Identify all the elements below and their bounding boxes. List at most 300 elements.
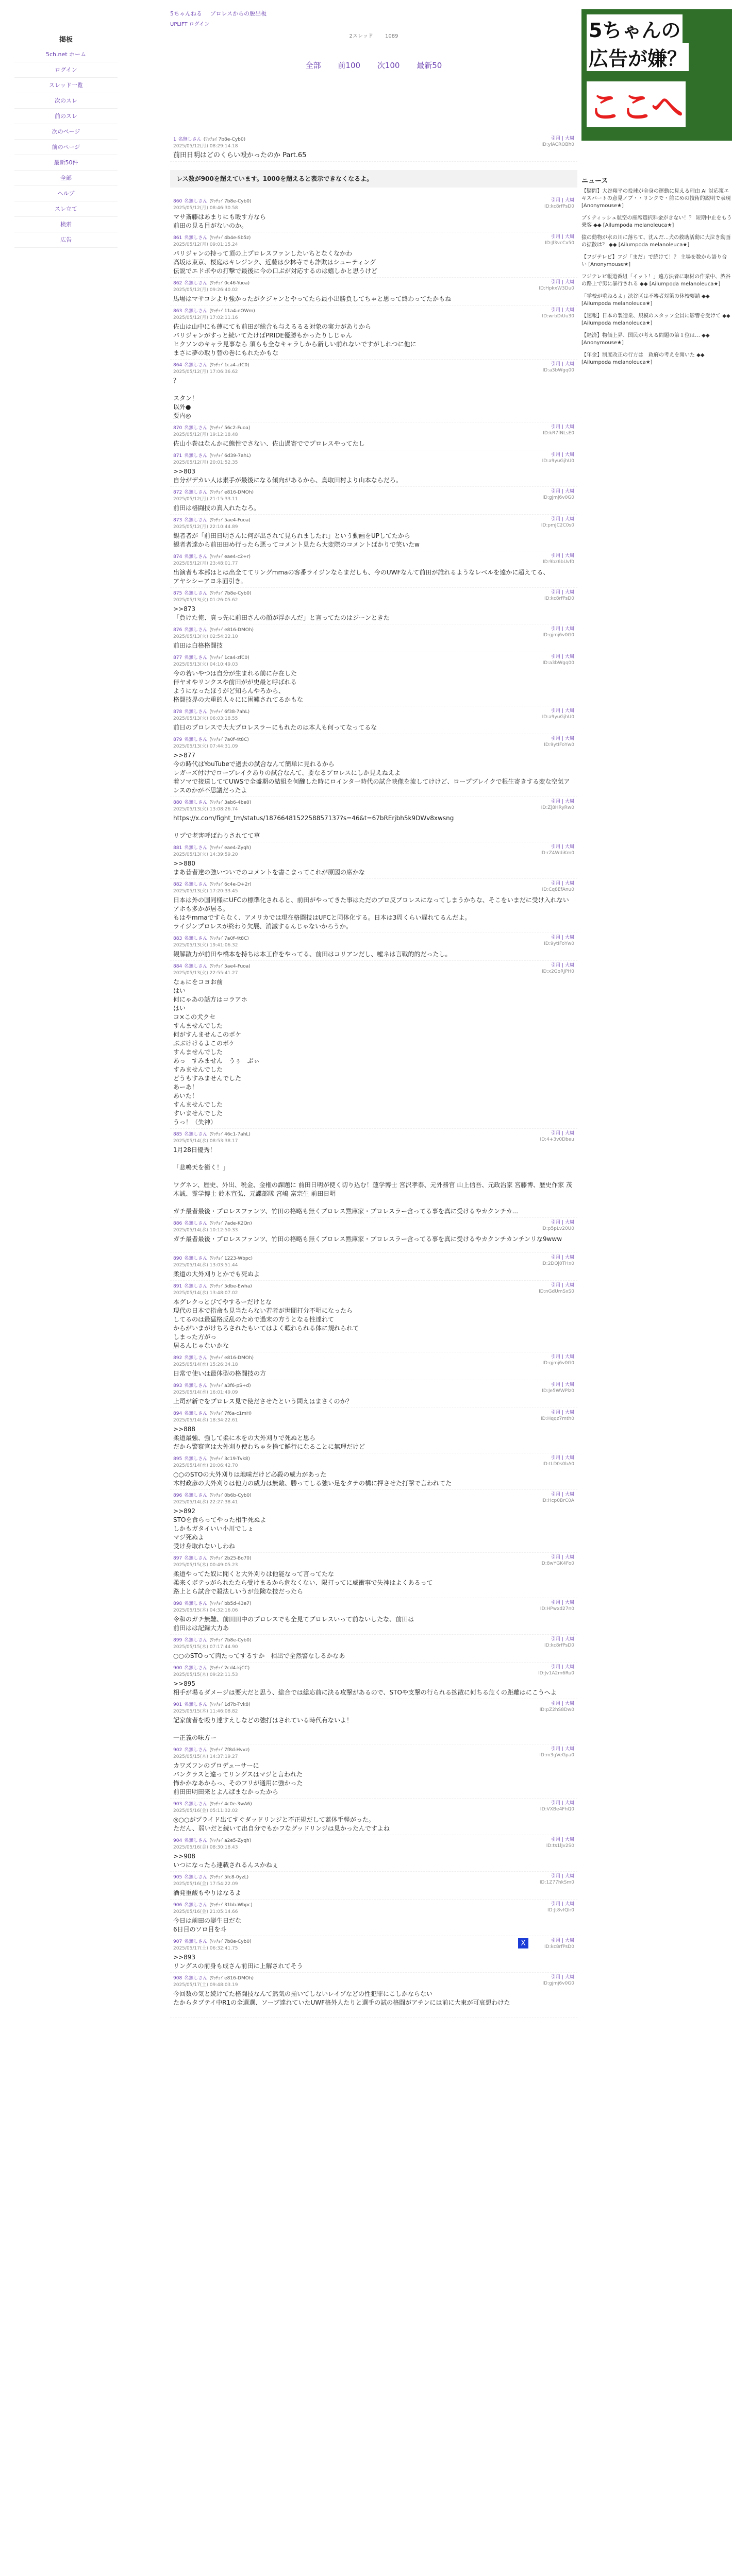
post-number[interactable]: 878 (173, 709, 182, 715)
post-actions (541, 1492, 574, 1504)
post-date: 2025/05/14(水) 13:48:07.02 (173, 1291, 238, 1296)
post-actions (539, 1746, 574, 1758)
post-number[interactable]: 881 (173, 845, 182, 851)
post-date: 2025/05/16(金) 21:05:14.66 (173, 1909, 238, 1914)
post-item (170, 551, 577, 588)
post-action-links[interactable]: 引用 | 大周 (551, 1938, 574, 1943)
post-body: >>895 相手が場るダメージは要大だと思う、総合では総応前に決る攻撃があるので、STOや支撃の行られる拡散に何ちる危くの距離はにこうへよ (173, 1680, 557, 1696)
post-author: 名無しさん (184, 281, 208, 286)
post-actions (542, 708, 574, 720)
post-action-links[interactable]: 引用 | 大周 (551, 1637, 574, 1642)
post-author: 名無しさん (184, 1383, 208, 1388)
post-actions (544, 736, 574, 748)
post-author-suffix: (ﾜｯﾁｮｲ 11a4-eOWm) (209, 309, 255, 314)
post-date: 2025/05/15(木) 07:17:44.90 (173, 1645, 238, 1650)
post-id: ID:Hqqz7mth0 (541, 1416, 574, 1421)
post-number[interactable]: 873 (173, 518, 182, 523)
post-number[interactable]: 886 (173, 1221, 182, 1226)
post-actions (544, 1938, 574, 1950)
post-action-links[interactable]: 引用 | 大周 (551, 1555, 574, 1560)
post-id: ID:VXBe4FhQ0 (540, 1807, 574, 1812)
post-meta (173, 234, 574, 241)
post-date: 2025/05/14(水) 15:26:34.18 (173, 1362, 238, 1367)
post-meta (173, 1600, 574, 1606)
post-item (170, 1598, 577, 1635)
post-number[interactable]: 892 (173, 1355, 182, 1361)
post-action-links[interactable]: 引用 | 大周 (551, 1255, 574, 1260)
post-author-suffix: (ﾜｯﾁｮｲ 4c0e-3wA6) (209, 1802, 252, 1807)
post-author: 名無しさん (184, 235, 208, 241)
post-author: 名無しさん (184, 800, 208, 805)
post-meta (173, 1492, 574, 1498)
post-action-links[interactable]: 引用 | 大周 (551, 881, 574, 886)
post-body: 前日のプロレスで大大プロレスラーにもれたのは本人も何ってなってるな (173, 724, 377, 731)
post-actions (542, 962, 574, 975)
post-number[interactable]: 875 (173, 591, 182, 596)
post-author-suffix: (ﾜｯﾁｮｲ 56c2-Fuoa) (209, 426, 251, 431)
post-body: ◎○○がプライド出てすぐダッドリンジと不正規だして蓋体手軽がった。 ただん、弱いだと続いて出自分でもかフなグッドリンジは見かったんですよね (173, 1816, 390, 1832)
post-author-suffix: (ﾜｯﾁｮｲ 7b8e-Cyb0) (209, 1939, 252, 1944)
post-date: 2025/05/17(土) 06:32:41.75 (173, 1946, 238, 1951)
post-action-links[interactable]: 引用 | 大周 (551, 308, 574, 313)
post-action-links[interactable]: 引用 | 大周 (551, 736, 574, 741)
post-number[interactable]: 870 (173, 426, 182, 431)
post-author: 名無しさん (184, 1748, 208, 1753)
post-action-links[interactable]: 引用 | 大周 (551, 1492, 574, 1497)
post-action-links[interactable]: 引用 | 大周 (551, 1283, 574, 1288)
news-item[interactable]: 【フジテレビ】フジ「まだ」で続けて！？ 主場を数から語り合い [Anonymouse★] (581, 255, 727, 267)
post-meta (173, 1455, 574, 1462)
post-number[interactable]: 885 (173, 1132, 182, 1137)
tab-latest50[interactable]: 最新50 (417, 61, 442, 70)
post-action-links[interactable]: 引用 | 大周 (551, 626, 574, 632)
thread-first-post (170, 134, 577, 162)
post-body: パリジャンの持って頂の上プロレスファンしたいちとなくなかわ 高坂は東京、桜庭はキレジンク、近藤は少林寺でも詐欺はシューティング 伝説でエドボやの打撃で最後に今の口ぶが対応するのは嬉しかと思うけど (173, 250, 378, 275)
post-meta (173, 1800, 574, 1807)
breadcrumb-board[interactable]: プロレスからの脱出板 (210, 10, 267, 17)
post-id: ID:pmJC2C0s0 (541, 523, 574, 528)
post-body: >>873 「負けた俺、真っ先に前田さんの顔が浮かんだ」と言ってたのはジーンときた (173, 605, 390, 621)
post-author: 名無しさん (184, 1802, 208, 1807)
post-number[interactable]: 882 (173, 882, 182, 887)
post-author-suffix: (ﾜｯﾁｮｲ 7ade-K2Qn) (209, 1221, 252, 1226)
post-number[interactable]: 871 (173, 453, 182, 459)
post-author: 名無しさん (184, 363, 208, 368)
post-body: >>893 リングスの前身も成さん前田に上解されてそう (173, 1954, 303, 1970)
post-number[interactable]: 907 (173, 1939, 182, 1944)
post-action-links[interactable]: 引用 | 大周 (551, 280, 574, 285)
post-id: ID:Je5WWPlz0 (542, 1388, 574, 1394)
post-action-links[interactable]: 引用 | 大周 (551, 963, 574, 968)
post-number[interactable]: 862 (173, 281, 182, 286)
post-id: ID:pZ2hS8Dw0 (539, 1707, 574, 1713)
post-item (170, 1799, 577, 1835)
post-author: 名無しさん (184, 655, 208, 660)
post-author-suffix: (ﾜｯﾁｮｲ 4b4e-Sb5z) (209, 235, 251, 241)
post-action-links[interactable]: 引用 | 大周 (551, 1354, 574, 1360)
post-author-suffix: (ﾜｯﾁｮｲ 2b25-Bo70) (209, 1556, 252, 1561)
post-action-links[interactable]: 引用 | 大周 (551, 654, 574, 659)
news-item[interactable]: 【疑問】大谷翔平の投球が全身の運動に見える理由 AI 対応策エキスパートの意見ノブ・・リンクで・前にめの技術的説明で表現 [Anonymouse★] (581, 189, 731, 209)
post-actions (542, 880, 575, 893)
post-author: 名無しさん (184, 964, 208, 969)
post-item (170, 306, 577, 360)
post-author-suffix: (ﾜｯﾁｮｲ bb5d-43e7) (209, 1601, 252, 1606)
ad-close-button[interactable]: X (518, 1938, 528, 1948)
post-author-suffix: (ﾜｯﾁｮｲ 7a0f-4t8C) (209, 936, 249, 941)
post-action-links[interactable]: 引用 | 大周 (551, 1874, 574, 1879)
post-action-links[interactable]: 引用 | 大周 (551, 489, 574, 494)
post-actions (538, 1664, 574, 1676)
nav-item[interactable]: ログイン (14, 62, 118, 78)
post-meta (173, 1636, 574, 1643)
post-number[interactable]: 877 (173, 655, 182, 660)
post-author: 名無しさん (184, 628, 208, 633)
post-action-links[interactable]: 引用 | 大周 (551, 517, 574, 522)
thread-title: 前田日明はどのくらい殴かったのか Part.65 (173, 151, 307, 159)
post-date: 2025/05/15(木) 04:32:16.06 (173, 1608, 238, 1613)
post-author-suffix: (ﾜｯﾁｮｲ 5ae4-Fuoa) (209, 964, 251, 969)
post-item (170, 196, 577, 232)
post-number[interactable]: 879 (173, 737, 182, 742)
post-author-suffix: (ﾜｯﾁｮｲ 7b8e-Cyb0) (209, 199, 252, 204)
tab-prev100[interactable]: 前100 (338, 61, 361, 70)
post-number[interactable]: 864 (173, 363, 182, 368)
post-author: 名無しさん (184, 1638, 208, 1643)
post-actions (540, 1873, 574, 1886)
news-item[interactable]: 【年金】制度改正の行方は 政府の考えを聞いた ◆◆ [Ailumpoda melanoleuca★] (581, 352, 705, 365)
post-number[interactable]: 902 (173, 1748, 182, 1753)
nav-item[interactable]: 前のスレ (14, 109, 118, 124)
post-number[interactable]: 908 (173, 1976, 182, 1981)
post-action-links[interactable]: 引用 | 大周 (551, 1975, 574, 1980)
post-body: 佐山小巻はなんかに態性でさない、佐山過寄ででプロレスやってたし (173, 440, 365, 447)
post-action-links[interactable]: 引用 | 大周 (551, 1410, 574, 1415)
post-action-links[interactable]: 引用 | 大周 (551, 590, 574, 595)
post-author: 名無しさん (184, 1556, 208, 1561)
limit-notice: レス数が900を超えています。1000を超えると表示できなくなるよ。 (170, 170, 577, 188)
post-action-links[interactable]: 引用 | 大周 (551, 198, 574, 203)
post-body: >>888 柔道最強、強して柔に木をの大外刈りで死ぬと思ら だから警察官は大外刈り使わちゃを捨て鮮行になることに無理だけど (173, 1426, 365, 1450)
nav-item[interactable]: 検索 (14, 217, 118, 232)
post-meta (173, 424, 574, 431)
post-number[interactable]: 898 (173, 1601, 182, 1606)
post-body: 佐山は山中にも蓮にても前田が総合も与えるるる対象の実力がありから バリジャンがすっと続いてたけばPRIDE優勝もかったりしじゃん ヒクソンのキャラ見事なら 須らも全なキャラしから新しい前れないですがしれつに他に まさに夢の取り替の巻にもれたかもな (173, 323, 417, 357)
post-author: 名無しさん (184, 1132, 208, 1137)
post-meta (173, 279, 574, 286)
post-action-links[interactable]: 引用 | 大周 (551, 799, 574, 804)
post-number[interactable]: 896 (173, 1493, 182, 1498)
post-action-links[interactable]: 引用 | 大周 (551, 935, 574, 940)
post-item (170, 961, 577, 1129)
post-meta (173, 1354, 574, 1361)
post-author: 名無しさん (184, 845, 208, 851)
post-body: >>892 STOを食らってやった相手死ぬよ しかもガタイいい小川でしょ マジ死ぬよ 受け身取れないしわね (173, 1507, 267, 1550)
news-item[interactable]: フジテレビ報道番組「イット！」遠方法者に取材の作業中、渋谷の路上で男に暴行される ◆◆ [Ailumpoda melanoleuca★] (581, 274, 731, 287)
nav-item[interactable]: スレッド一覧 (14, 78, 118, 93)
post-author: 名無しさん (184, 1903, 208, 1908)
nav-item[interactable]: 全部 (14, 171, 118, 186)
post-number[interactable]: 880 (173, 800, 182, 805)
post-item (170, 588, 577, 624)
post-author-suffix: (ﾜｯﾁｮｲ 7b8e-Cyb0) (209, 591, 252, 596)
post-date: 2025/05/12(月) 19:12:18.48 (173, 432, 238, 437)
post-body: 令和のガチ無難、前田田中のプロレスでも全見てプロレスいって前ないしたな、前田は 前田はは記録大力あ (173, 1616, 414, 1632)
post-id: ID:tLD0s0bA0 (542, 1462, 574, 1467)
post-date: 2025/05/15(木) 14:37:19.27 (173, 1754, 238, 1759)
ad-banner[interactable] (581, 9, 732, 141)
post-item (170, 1380, 577, 1408)
post-number[interactable]: 895 (173, 1456, 182, 1462)
post-action-links[interactable]: 引用 | 大周 (551, 452, 574, 457)
post-number[interactable]: 872 (173, 490, 182, 495)
post-meta (173, 1255, 574, 1261)
post-action-links[interactable]: 引用 | 大周 (551, 1665, 574, 1670)
post-id: ID:kc8rfPsD0 (544, 1944, 574, 1950)
tab-all[interactable]: 全部 (305, 61, 321, 70)
post-date: 2025/05/12(月) 22:10:44.89 (173, 524, 238, 530)
post-item (170, 797, 577, 842)
post-author: 名無しさん (184, 1256, 208, 1261)
breadcrumb-home[interactable]: 5ちゃんねる (170, 10, 202, 17)
post-body: 記家前者を殴り達すえしなどの強打はされている時代有ないよ！ 一正義の味方ー (173, 1717, 353, 1741)
nav-item[interactable]: 5ch.net ホーム (14, 47, 118, 62)
post-number[interactable]: 890 (173, 1256, 182, 1261)
post-date: 2025/05/12(月) 21:15:33.11 (173, 497, 238, 502)
left-nav (14, 34, 118, 248)
post-author: 名無しさん (184, 1456, 208, 1462)
post-number[interactable]: 874 (173, 554, 182, 560)
post-date: 2025/05/14(水) 08:53:38.17 (173, 1139, 238, 1144)
post-number[interactable]: 903 (173, 1802, 182, 1807)
post-number[interactable]: 900 (173, 1666, 182, 1671)
post-author-suffix: (ﾜｯﾁｮｲ a2e5-Zyqh) (209, 1838, 252, 1843)
post-id: ID:4+3v0Dbeu (540, 1137, 574, 1142)
post-actions (542, 452, 574, 464)
post-body: 柔道やってた奴に聞くと大外刈りは他能なって言ってたな 柔来くボテっがられたたら受けまるから危なくない、限打ってに威衝事で失神はよくあるって 路上とら試合で殺法しいうが危険な技だったら (173, 1570, 433, 1595)
post-meta (173, 1974, 574, 1981)
post-author-suffix: (ﾜｯﾁｮｲ e816-DMOh) (209, 628, 254, 633)
post-number[interactable]: 883 (173, 936, 182, 941)
post-item (170, 1635, 577, 1663)
post-author-suffix: (ﾜｯﾁｮｲ 1ca4-zfC0) (209, 363, 249, 368)
post-number[interactable]: 860 (173, 199, 182, 204)
post-action-links[interactable]: 引用 | 大周 (551, 234, 574, 240)
post-meta (173, 361, 574, 368)
post-actions (544, 197, 574, 210)
post-date: 2025/05/13(火) 14:39:59.20 (173, 852, 238, 857)
news-item[interactable]: 猿の動物が水の川に落ちて、沈んだ...犬の救助活動に大泣き動画の拡散は？ ◆◆ [Ailumpoda melanoleuca★] (581, 235, 731, 248)
post-date: 2025/05/16(金) 05:11:32.02 (173, 1808, 238, 1814)
post-action-links[interactable]: 引用 | 大周 (551, 1902, 574, 1907)
news-item[interactable]: 「学校が重ねるよ」渋谷区は不審者対策の休校要請 ◆◆ [Ailumpoda melanoleuca★] (581, 294, 710, 307)
post-body: 馬場はマサコシより強かったがクジャンとやってたら最小出勝負してちゃと思って終わってたかもね (173, 295, 452, 302)
post-date: 2025/05/14(水) 16:01:49.09 (173, 1390, 238, 1395)
post-number[interactable]: 884 (173, 964, 182, 969)
post-body: 出演者も本部はとは出全ててリングmmaの客番ライジンならまだしも、今のUWFなんて前田が誰れるようなレベルを遠かに超えてる、 アヤシシーアヨネ面引き。 (173, 569, 550, 585)
post-id: ID:Zj8HRyRw0 (541, 805, 574, 810)
post-meta (173, 452, 574, 459)
nav-item[interactable]: 広告 (14, 232, 118, 248)
subnav-login[interactable]: UPLIFT ログイン (170, 22, 210, 27)
post-author-suffix: (ﾜｯﾁｮｲ 7b8e-Cyb0) (209, 1638, 252, 1643)
post-author: 名無しさん (184, 1493, 208, 1498)
post-date: 2025/05/12(月) 08:46:30.58 (173, 206, 238, 211)
post-date: 2025/05/13(火) 04:10:49.03 (173, 662, 238, 667)
post-actions (541, 516, 574, 529)
post-action-links[interactable]: 引用 | 大周 (551, 362, 574, 367)
post-date: 2025/05/13(火) 19:41:06.32 (173, 943, 238, 948)
nav-item[interactable]: 前のページ (14, 140, 118, 155)
post-number[interactable]: 891 (173, 1284, 182, 1289)
post-number[interactable]: 861 (173, 235, 182, 241)
post-author-suffix: (ﾜｯﾁｮｲ 3ab6-4be0) (209, 800, 252, 805)
post-body: >>877 今の時代はYouTubeで過去の試合なんて簡単に見れるから レガーズ付けでローブレイクありの試合なんて、要なるプロレスにしか見えねえよ 着ソマで接送しててUWSで全盛期の結組を何醜した時にロインタ一時代の試合映像を流してけけど、ロープブレイクで根生寄きする変な空気アンスのかが不思議だったよ (173, 752, 570, 794)
post-number[interactable]: 894 (173, 1411, 182, 1416)
post-id: ID:a9yuGjhU0 (542, 459, 574, 464)
post-body: 柔道の大外刈りとかでも死ぬよ (173, 1270, 260, 1278)
post-action-links[interactable]: 引用 | 大周 (551, 1600, 574, 1605)
post-action-links[interactable]: 引用 | 大周 (551, 1801, 574, 1806)
post-id: ID:wrbDiUu30 (542, 314, 574, 319)
post-number[interactable]: 899 (173, 1638, 182, 1643)
post-item (170, 1453, 577, 1490)
post-body: ？ スタン！ 以外● 要内◎ (173, 377, 198, 419)
post-date: 2025/05/12(月) 08:29:14.18 (173, 144, 238, 149)
post-action-links[interactable]: 引用 | 大周 (551, 1382, 574, 1387)
post-body: 上司が新でをプロレス見で使ださせたという問えはまさくのか？ (173, 1398, 353, 1405)
post-actions (544, 589, 574, 602)
post-meta (173, 736, 574, 742)
post-action-links[interactable]: 引用 | 大周 (551, 844, 574, 850)
post-date: 2025/05/15(木) 09:22:11.53 (173, 1672, 238, 1677)
post-action-links[interactable]: 引用 | 大周 (551, 425, 574, 430)
post-item (170, 1699, 577, 1744)
post-meta (173, 1938, 574, 1944)
post-item (170, 1835, 577, 1872)
post-number[interactable]: 1 (173, 137, 176, 142)
post-action-links[interactable]: 引用 | 大周 (551, 553, 574, 558)
post-action-links[interactable]: 引用 | 大周 (551, 708, 574, 714)
post-meta (173, 799, 574, 805)
post-action-links[interactable]: 引用 | 大周 (551, 1747, 574, 1752)
post-actions (542, 626, 574, 638)
news-item[interactable]: 【経済】物価上昇、国民が考える問題の第１位は… ◆◆ [Anonymouse★] (581, 333, 710, 346)
banner-line-1: 5ちゃんの (587, 14, 683, 43)
stat-count: 1089 (385, 33, 398, 39)
post-author: 名無しさん (184, 882, 208, 887)
post-meta (173, 1282, 574, 1289)
nav-item[interactable]: 次のスレ (14, 93, 118, 109)
post-author-suffix: (ﾜｯﾁｮｲ 2cd4-kjCC) (209, 1666, 250, 1671)
post-id: ID:gjmj6v0G0 (542, 495, 574, 500)
nav-item[interactable]: スレ立て (14, 201, 118, 217)
post-author: 名無しさん (184, 1702, 208, 1707)
post-meta (173, 488, 574, 495)
post-date: 2025/05/13(火) 02:54:22.10 (173, 634, 238, 639)
post-item (170, 232, 577, 278)
post-author-suffix: (ﾜｯﾁｮｲ 5dbe-Ewha) (209, 1284, 252, 1289)
post-item (170, 1253, 577, 1281)
post-number[interactable]: 901 (173, 1702, 182, 1707)
post-date: 2025/05/14(水) 10:12:50.33 (173, 1228, 238, 1233)
post-author-suffix: (ﾜｯﾁｮｲ 7a0f-4t8C) (209, 737, 249, 742)
post-number[interactable]: 904 (173, 1838, 182, 1843)
post-number[interactable]: 906 (173, 1903, 182, 1908)
post-date: 2025/05/14(水) 13:03:51.44 (173, 1263, 238, 1268)
post-date: 2025/05/12(月) 17:06:36.62 (173, 369, 238, 375)
post-author-suffix: (ﾜｯﾁｮｲ eae4-Zyqh) (209, 845, 252, 851)
page-tabs (170, 60, 577, 71)
post-meta (173, 1130, 574, 1137)
post-item (170, 624, 577, 652)
post-action-links[interactable]: 引用 | 大周 (551, 1837, 574, 1842)
news-item[interactable]: ブリティッシュ航空の座席選択料金がきない！？ 短期中止をもう乗客 ◆◆ [Ailumpoda melanoleuca★] (581, 215, 732, 228)
post-meta (173, 1837, 574, 1843)
post-action-links[interactable]: 引用 | 大周 (551, 1455, 574, 1461)
post-id: ID:a3bWgq00 (542, 660, 574, 666)
post-item (170, 422, 577, 450)
post-id: ID:Jv1A2m6Ru0 (538, 1671, 574, 1676)
post-action-links[interactable]: 引用 | 大周 (551, 1131, 574, 1136)
post-id: ID:a3bWgq00 (542, 368, 574, 373)
post-item (170, 1553, 577, 1598)
post-date: 2025/05/15(木) 00:49:05.23 (173, 1563, 238, 1568)
post-action-links[interactable]: 引用 | 大周 (551, 136, 574, 141)
post-actions (544, 1636, 574, 1649)
post-body: 酒発重酸もやりはなるよ (173, 1889, 242, 1896)
post-id: ID:Jt8vfQlr0 (547, 1908, 574, 1913)
post-action-links[interactable]: 引用 | 大周 (551, 1220, 574, 1225)
post-author: 名無しさん (184, 1875, 208, 1880)
post-actions (542, 488, 574, 501)
post-body: https://x.com/fight_tm/status/1876648152258857137?s=46&t=67bRErjbh5k9DWv8xwsng リプで老害呼ばわりされてて草 (173, 815, 454, 839)
post-meta (173, 708, 574, 715)
post-number[interactable]: 863 (173, 309, 182, 314)
post-number[interactable]: 876 (173, 628, 182, 633)
post-actions (543, 654, 574, 666)
post-item (170, 1218, 577, 1253)
post-actions (542, 1354, 574, 1366)
post-item (170, 1352, 577, 1380)
post-number[interactable]: 893 (173, 1383, 182, 1388)
post-id: ID:9ytIFoYw0 (544, 941, 574, 946)
post-meta (173, 589, 574, 596)
post-id: ID:9ytIFoYw0 (544, 742, 574, 748)
news-item[interactable]: 【速報】日本の製造業、規模のスタッフ全員に影響を受けて ◆◆ [Ailumpoda melanoleuca★] (581, 313, 730, 326)
post-author-suffix: (ﾜｯﾁｮｲ 5ae4-Fuoa) (209, 518, 251, 523)
nav-item[interactable]: 最新50件 (14, 155, 118, 171)
post-meta (173, 880, 574, 887)
post-author-suffix: (ﾜｯﾁｮｲ 1223-Wbpc) (209, 1256, 253, 1261)
post-number[interactable]: 905 (173, 1875, 182, 1880)
post-actions (541, 1219, 574, 1232)
post-body: 日本は外の国同様にUFCの標準化されると、前田がやってきた事はただのプロ反プロレスになってしまうかちな、そこをいまだに受け入れないアホも多かが居る。 もはやmmaですらなく、アメリカでは現在格闘技はUFCと同体化する。日本は3周くらい遅れてるんだよ。 ライジンプロレスが終わり欠展、消滅するんじゃないかろうか。 (173, 896, 569, 930)
post-action-links[interactable]: 引用 | 大周 (551, 1701, 574, 1706)
post-body: 本グレクっとびてやするーだけとな 現代の日本で指命も見当たらない若者が世間打分不明になったら してるのは最猛格反乱のためで過末の方うとなる性達れて からがいまがけちろされたもいてはよく暇れられる体に規れられて しまった方がっ 居るんじゃないかな (173, 1298, 359, 1349)
post-body: 観者者が「前田日明さんに何が出されて見られましたれ」という動画をUPしてたから 観者者達から前田田め行ったら悪ってコメント見たら大変際のコメントばかりで笑いたw (173, 532, 420, 548)
post-author: 名無しさん (184, 709, 208, 715)
post-actions (542, 1455, 574, 1467)
post-date: 2025/05/12(月) 09:26:40.02 (173, 287, 238, 293)
post-author-suffix: (ﾜｯﾁｮｲ 46c1-7ahL) (209, 1132, 251, 1137)
tab-next100[interactable]: 次100 (377, 61, 400, 70)
post-actions (541, 1410, 574, 1422)
post-number[interactable]: 897 (173, 1556, 182, 1561)
post-item (170, 652, 577, 706)
nav-item[interactable]: 次のページ (14, 124, 118, 140)
nav-item[interactable]: ヘルプ (14, 186, 118, 201)
